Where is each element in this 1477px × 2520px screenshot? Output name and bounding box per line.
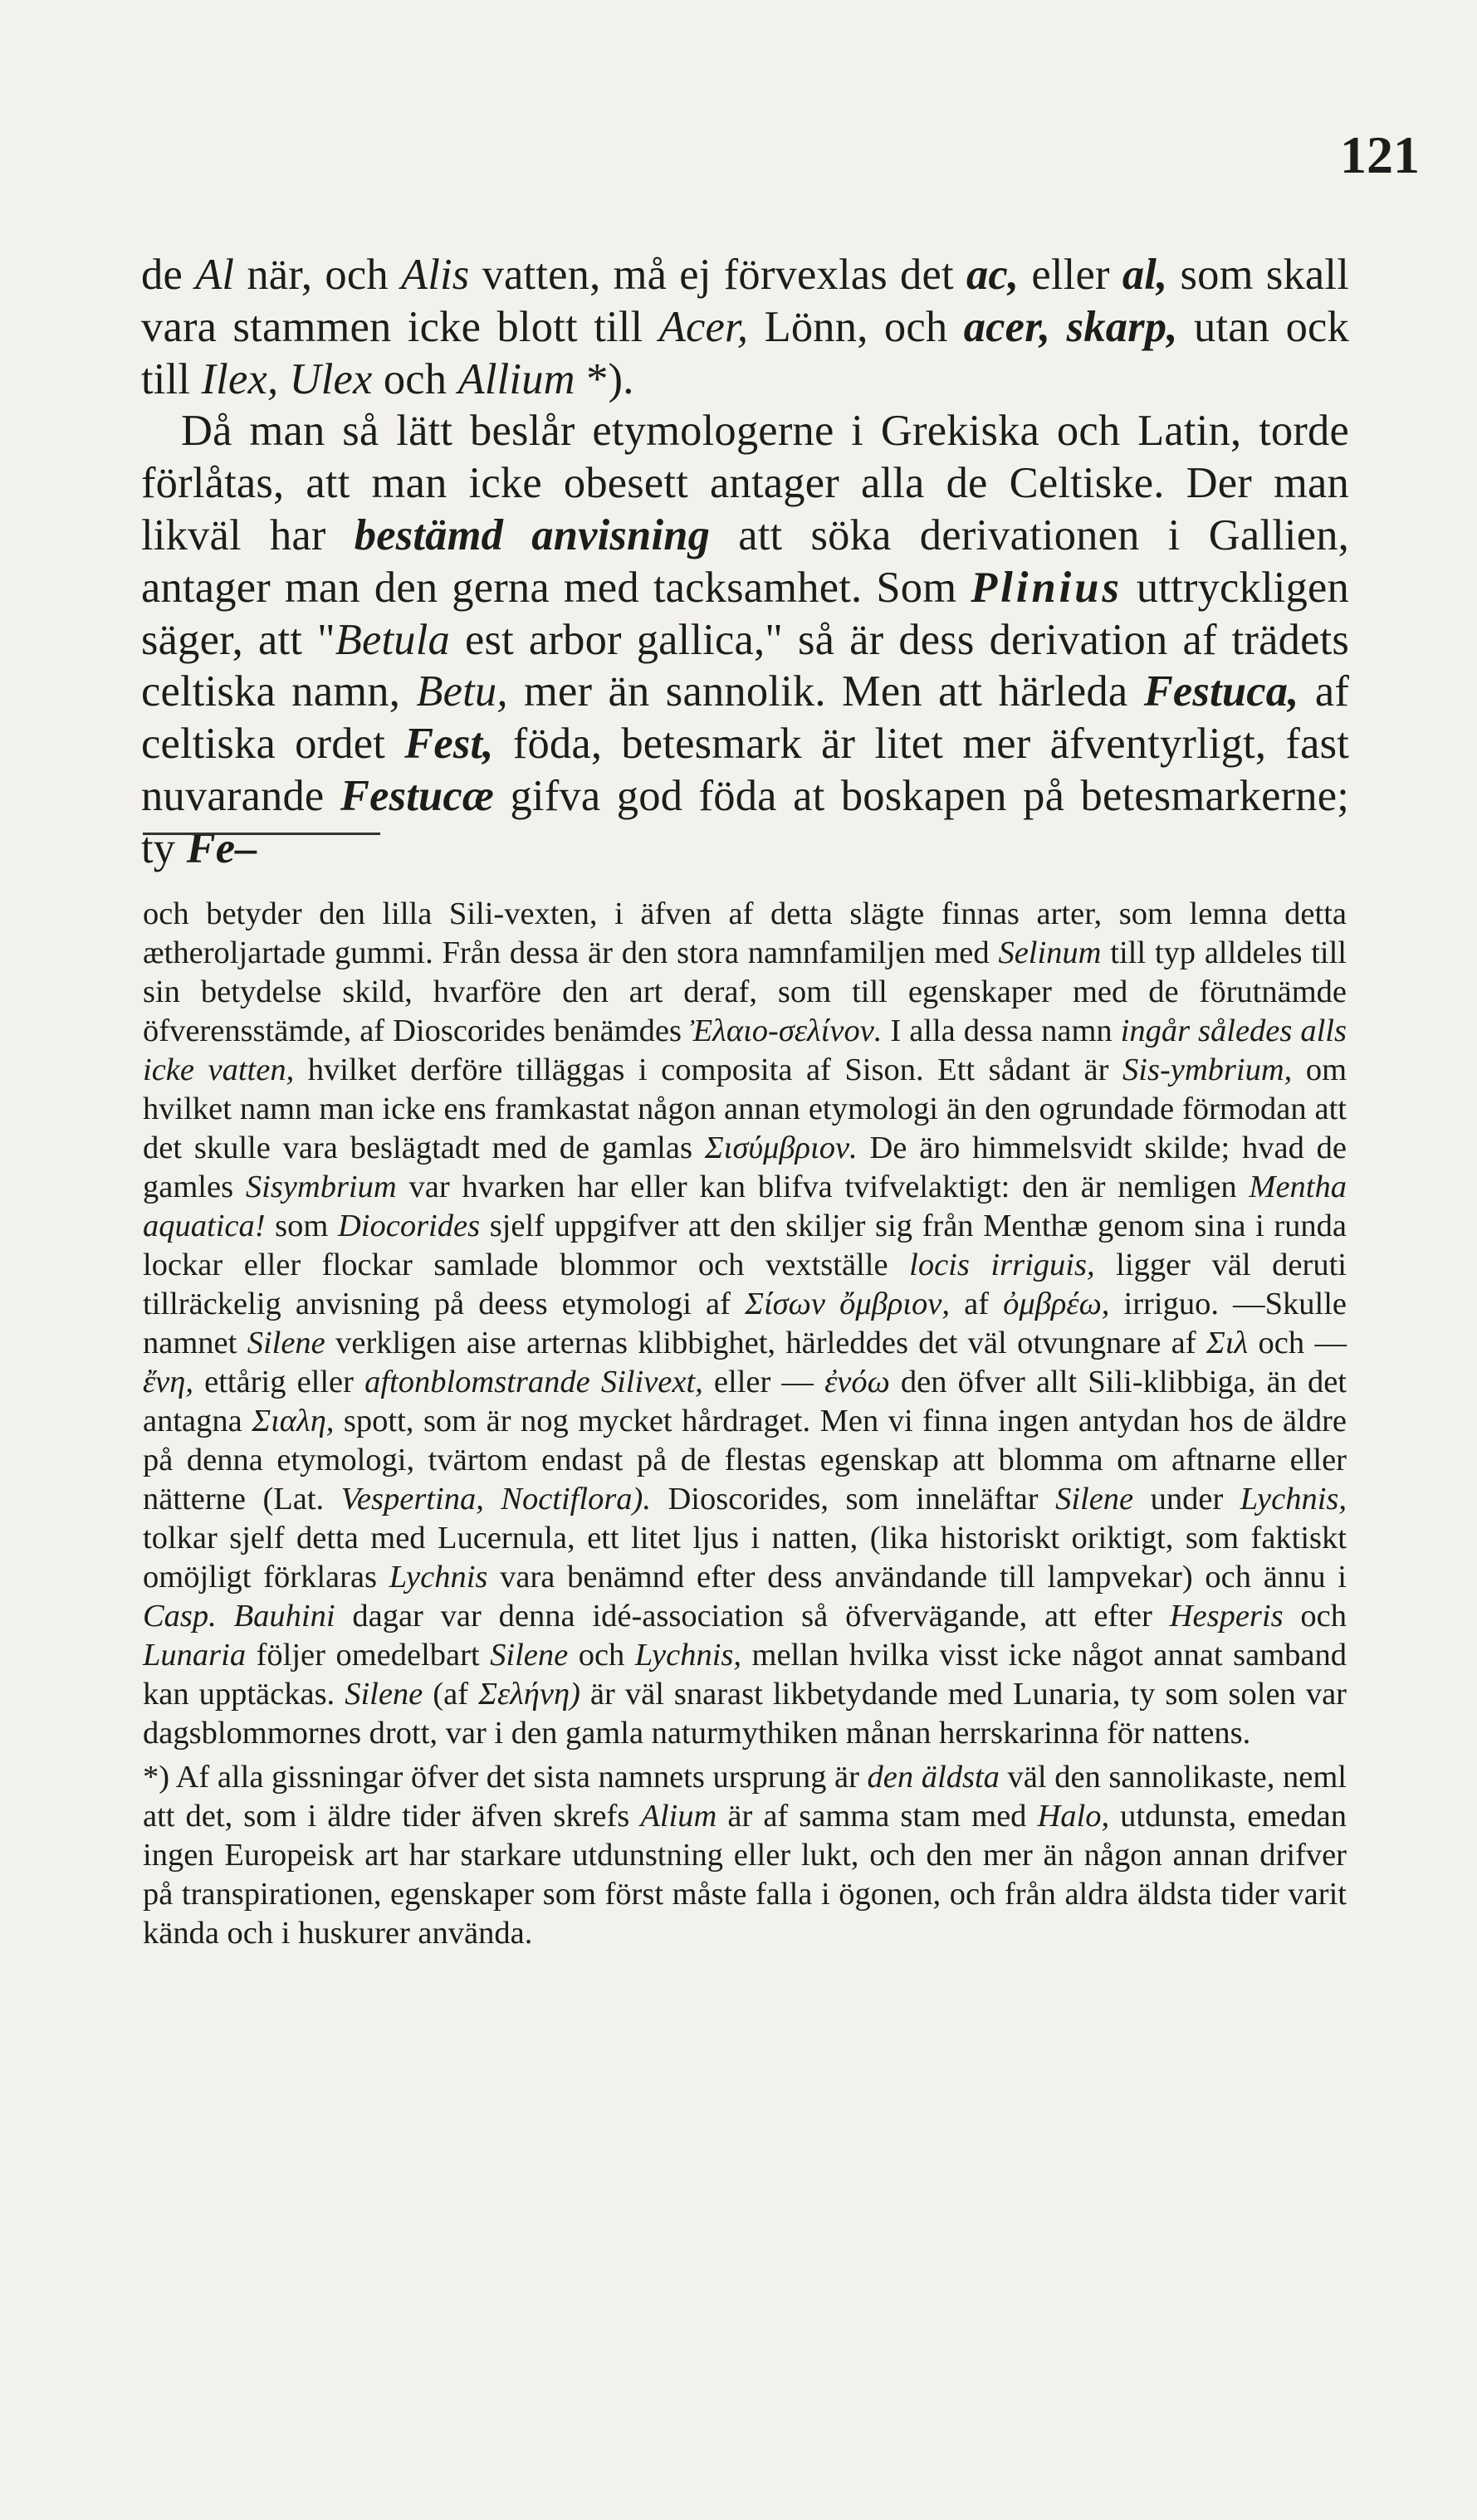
footnote-continuation: och betyder den lilla Sili-vexten, i äfven af detta slägte finnas arter, som lemna detta ætheroljartade gummi. Från dessa är den stora namnfamiljen med Selinum till typ alldeles till sin betydelse skild, hvarföre den art deraf, som till egenskaper med de förutnämde öfverensstämde, af Dioscorides benämdes Ἐλαιο-σελίνον. I alla dessa namn ingår således alls icke vatten, hvilket derföre tilläggas i composita af Sison. Ett sådant är Sis-ymbrium, om hvilket namn man icke ens framkastat någon annan etymologi än den ogrundade förmodan att det skulle vara beslägtadt med de gamlas Σισύμβριον. De äro himmelsvidt skilde; hvad de gamles Sisymbrium var hvarken har eller kan blifva tvifvelaktigt: den är nemligen Mentha aquatica! som Diocorides sjelf uppgifver att den skiljer sig från Menthæ genom sina i runda lockar eller flockar samlade blommor och vextställe locis irriguis, ligger väl deruti tillräckelig anvisning på deess etymologi af Σίσων ὄμβριον, af ὀμβρέω, irriguo. —Skulle namnet Silene verkligen aise arternas klibbighet, härleddes det väl otvungnare af Σιλ och — ἔνη, ettårig eller aftonblomstrande Silivext, eller — ἐνόω den öfver allt Sili-klibbiga, än det antagna Σιαλη, spott, som är nog mycket hårdraget. Men vi finna ingen antydan hos de äldre på denna etymologi, tvärtom endast på de flestas egenskap att blomma om aftnarne eller nätterne (Lat. Vespertina, Noctiflora). Dioscorides, som inneläftar Silene under Lychnis, tolkar sjelf detta med Lucernula, ett litet ljus i natten, (lika historiskt oriktigt, som faktiskt omöjligt förklaras Lychnis vara benämnd efter dess användande till lampvekar) och ännu i Casp. Bauhini dagar var denna idé-association så öfvervägande, att efter Hesperis och Lunaria följer omedelbart Silene och Lychnis, mellan hvilka visst icke något annat samband kan upptäckas. Silene (af Σελήνη) är väl snarast likbetydande med Lunaria, ty som solen var dagsblommornes drott, var i den gamla naturmythiken månan herrskarinna för nattens.: [143, 896, 1347, 1751]
main-text: [141, 249, 1349, 875]
paragraph-1: de Al när, och Alis vatten, må ej förvexlas det ac, eller al, som skall vara stammen icke blott till Acer, Lönn, och acer, skarp, utan ock till Ilex, Ulex och Allium *).: [141, 251, 1349, 403]
footnote-star: *) Af alla gissningar öfver det sista namnets ursprung är den äldsta väl den sannolikaste, neml att det, som i äldre tider äfven skrefs Alium är af samma stam med Halo, utdunsta, emedan ingen Europeisk art har starkare utdunstning eller lukt, och den mer än någon annan drifver på transpirationen, egenskaper som först måste falla i ögonen, och från aldra äldsta tider varit kända och i huskurer användа.: [143, 1760, 1347, 1951]
footnote-block: [143, 895, 1347, 1953]
page-number: 121: [1340, 125, 1420, 184]
footnote-rule: [143, 833, 380, 835]
paragraph-2: Då man så lätt beslår etymologerne i Grekiska och Latin, torde förlåtas, att man icke obesett antager alla de Celtiske. Der man likväl har bestämd anvisning att söka derivationen i Gallien, antager man den gerna med tacksamhet. Som Plinius uttryckligen säger, att "Betula est arbor gallica," så är dess derivation af trädets celtiska namn, Betu, mer än sannolik. Men att härleda Festuca, af celtiska ordet Fest, föda, betesmark är litet mer äfventyrligt, fast nuvarande Festucæ gifva god föda at boskapen på betesmarkerne; ty Fe–: [141, 407, 1350, 872]
